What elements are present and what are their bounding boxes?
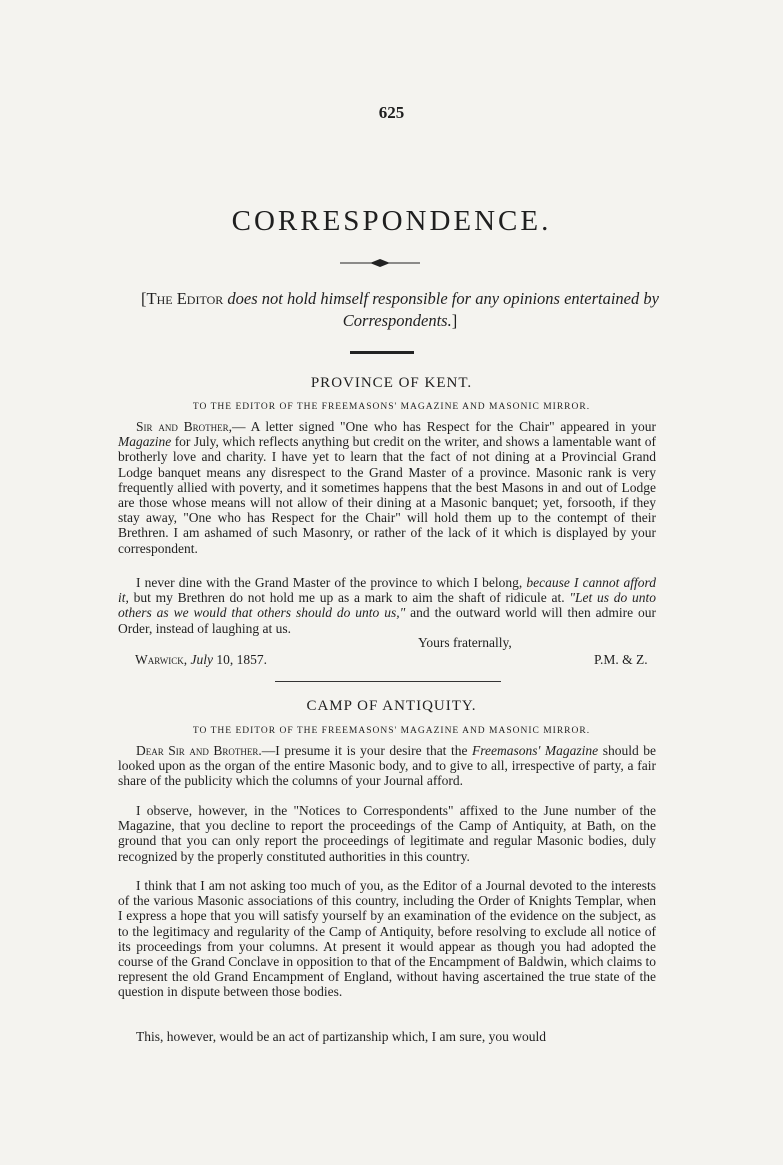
letter2-freemasons-magazine: Freemasons' Magazine	[472, 743, 599, 758]
disclaimer-text: does not hold himself responsible for any opinions entertained by Correspondents.	[223, 289, 659, 330]
letter1-paragraph-1	[118, 419, 656, 556]
letter1-place-date: Warwick, July 10, 1857.	[135, 652, 267, 667]
letter1-p1-b: for July, which reflects anything but credit on the writer, and shows a lamentable want of brotherly love and charity. I have yet to learn that the fact of not dining at a Provincial Grand Lodge banquet means any disrespect to the Grand Master of a province. Masonic rank is very frequently allied with poverty, and it sometimes happens that the best Masons in and out of Lodge are those whose means will not allow of their dining at a Masonic banquet; yet, forsooth, if they stay away, "One who has Respect for the Chair" will hold them up to the contempt of their Brethren. I am ashamed of such Masonry, or rather of the lack of it which is displayed by your correspondent.	[118, 434, 656, 556]
ornament-divider	[340, 258, 420, 268]
editor-disclaimer	[120, 288, 680, 332]
letter1-date-rest: 10, 1857.	[213, 652, 267, 667]
letter1-yours: Yours fraternally,	[418, 635, 512, 650]
letter1-date-month: July	[190, 652, 213, 667]
disclaimer-the-editor: The Editor	[146, 289, 224, 308]
disclaimer-open-bracket: [	[141, 289, 147, 308]
letter2-salutation: Dear Sir and Brother.	[136, 743, 262, 758]
thin-divider	[275, 681, 501, 682]
letter2-addressee: TO THE EDITOR OF THE FREEMASONS' MAGAZINE AND MASONIC MIRROR.	[192, 726, 591, 736]
letter1-signature: P.M. & Z.	[594, 652, 648, 667]
letter1-paragraph-2	[118, 575, 656, 636]
letter1-addressee: TO THE EDITOR OF THE FREEMASONS' MAGAZINE AND MASONIC MIRROR.	[192, 402, 591, 412]
letter1-p2-a: I never dine with the Grand Master of the province to which I belong,	[136, 575, 527, 590]
letter1-p2-italic1: because I cannot afford it,	[118, 575, 656, 606]
letter2-paragraph-4: This, however, would be an act of partizanship which, I am sure, you would	[136, 1029, 546, 1044]
letter1-p2-italic2: "Let us do unto others as we would that others should do unto us,"	[118, 590, 656, 621]
letter2-title: CAMP OF ANTIQUITY.	[306, 698, 477, 714]
letter1-salutation: Sir and Brother,	[136, 419, 233, 434]
thick-divider	[350, 351, 414, 354]
letter2-p1-a: —I presume it is your desire that the	[261, 743, 473, 758]
letter1-p2-b: but my Brethren do not hold me up as a mark to aim the shaft of ridicule at.	[128, 590, 570, 606]
page-number: 625	[378, 103, 405, 122]
letter2-paragraph-3: I think that I am not asking too much of you, as the Editor of a Journal devoted to the interests of the various Masonic associations of this country, including the Order of Knights Templar, when I express a hope that you will satisfy yourself by an examination of the evidence on the subject, as to the legitimacy and regularity of the Camp of Antiquity, before resolving to exclude all notice of its proceedings from your columns. At present it would appear as though you had adopted the course of the Grand Conclave in opposition to that of the Encampment of Baldwin, which claims to represent the old Grand Encampment of England, without having ascertained the true state of the question in dispute between those bodies.	[118, 878, 657, 1000]
letter1-p1-a: — A letter signed "One who has Respect for the Chair" appeared in your	[232, 419, 656, 434]
letter1-p2-c: and the outward world will then admire our Order, instead of laughing at us.	[118, 605, 656, 636]
section-title: CORRESPONDENCE.	[231, 205, 552, 237]
letter1-place: Warwick	[135, 652, 184, 667]
letter1-title: PROVINCE OF KENT.	[310, 375, 473, 391]
letter2-p1-b: should be looked upon as the organ of the entire Masonic body, and to give to all, irrespective of party, a fair share of the publicity which the columns of your Journal afford.	[118, 743, 657, 789]
letter2-paragraph-1	[118, 743, 656, 789]
letter2-paragraph-2: I observe, however, in the "Notices to Correspondents" affixed to the June number of the Magazine, that you decline to report the proceedings of the Camp of Antiquity, at Bath, on the ground that you can only report the proceedings of legitimate and regular Masonic bodies, duly recognized by the properly constituted authorities in this country.	[118, 803, 656, 864]
disclaimer-close-bracket: ]	[451, 311, 458, 330]
letter1-magazine: Magazine	[118, 434, 172, 450]
